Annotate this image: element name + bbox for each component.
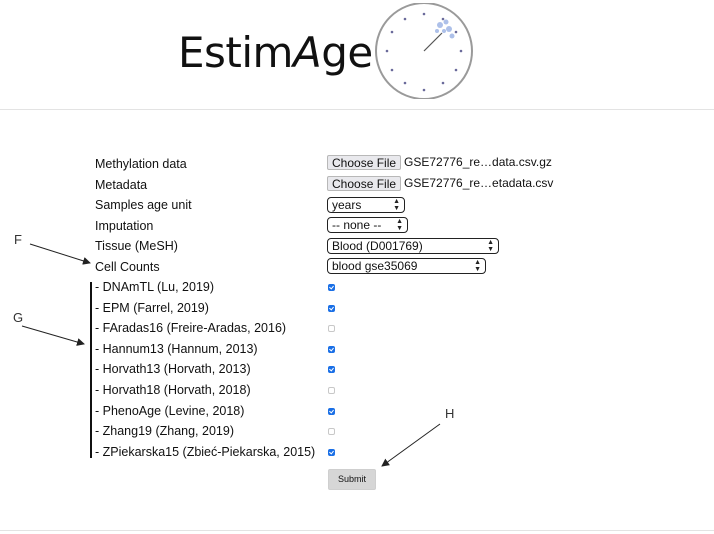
- logo-part-1: Estim: [178, 28, 293, 77]
- clock-option-label: - Horvath18 (Horvath, 2018): [95, 383, 251, 397]
- select-arrows-icon: ▲ ▼: [487, 239, 494, 253]
- clock-option-label: - EPM (Farrel, 2019): [95, 301, 209, 315]
- footer-divider: [0, 530, 714, 531]
- clock-option-label: - Zhang19 (Zhang, 2019): [95, 424, 234, 438]
- select-arrows-icon: ▲ ▼: [393, 198, 400, 212]
- tissue-label: Tissue (MeSH): [95, 239, 178, 253]
- clock-option-label: - DNAmTL (Lu, 2019): [95, 280, 215, 294]
- metadata-choose-file-button[interactable]: Choose File: [327, 176, 401, 191]
- methylation-label: Methylation data: [95, 157, 187, 171]
- arrow-h: [382, 424, 440, 466]
- select-arrows-icon: ▲ ▼: [396, 218, 403, 232]
- tissue-value: Blood (D001769): [332, 239, 423, 253]
- methylation-filename: GSE72776_re…data.csv.gz: [404, 155, 552, 169]
- logo-part-2: ge: [321, 28, 373, 77]
- clock-option-label: - ZPiekarska15 (Zbieć-Piekarska, 2015): [95, 445, 316, 459]
- arrow-g: [22, 326, 84, 344]
- methylation-choose-file-button[interactable]: Choose File: [327, 155, 401, 170]
- clock-option-label: - FAradas16 (Freire-Aradas, 2016): [95, 321, 287, 335]
- annotation-h: H: [445, 406, 455, 421]
- arrow-f: [30, 244, 90, 263]
- logo-part-italic: A: [292, 28, 322, 77]
- clock-option-label: - Hannum13 (Hannum, 2013): [95, 342, 258, 356]
- annotation-f: F: [14, 232, 22, 247]
- clock-option-label: - Horvath13 (Horvath, 2013): [95, 362, 251, 376]
- metadata-label: Metadata: [95, 178, 148, 192]
- submit-button[interactable]: Submit: [328, 469, 376, 490]
- age-unit-label: Samples age unit: [95, 198, 192, 212]
- age-unit-value: years: [332, 198, 362, 212]
- cell-counts-value: blood gse35069: [332, 259, 418, 273]
- imputation-label: Imputation: [95, 219, 154, 233]
- cell-counts-label: Cell Counts: [95, 260, 160, 274]
- select-arrows-icon: ▲ ▼: [474, 259, 481, 273]
- metadata-filename: GSE72776_re…etadata.csv: [404, 176, 554, 190]
- clock-option-label: - PhenoAge (Levine, 2018): [95, 404, 245, 418]
- annotation-g: G: [13, 310, 24, 325]
- imputation-value: -- none --: [332, 218, 382, 232]
